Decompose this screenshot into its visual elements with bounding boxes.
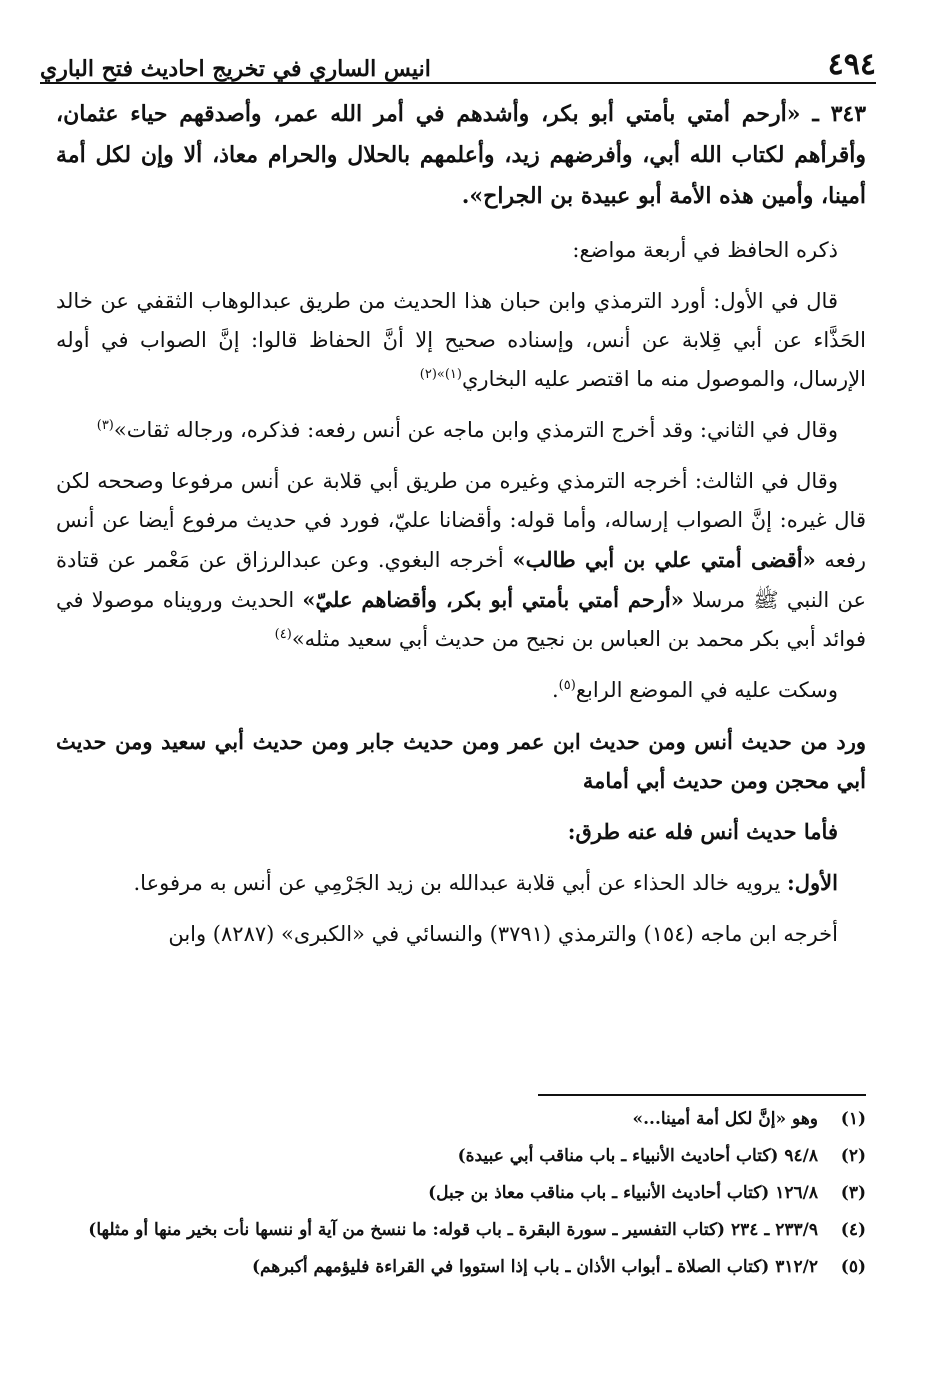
quoted-hadith-2: «أرحم أمتي بأمتي أبو بكر، وأقضاهم عليّ»	[302, 587, 684, 612]
footnote-ref-1-2: (١)»(٢)	[419, 367, 462, 382]
footnote-text: ٣١٢/٢ (كتاب الصلاة ـ أبواب الأذان ـ باب إذا استووا في القراءة فليؤمهم أكبرهم)	[251, 1257, 818, 1277]
paragraph-intro: ذكره الحافظ في أربعة مواضع:	[572, 238, 838, 262]
hadith-text	[56, 94, 866, 217]
first-route-label: الأول:	[787, 870, 838, 895]
footnote-number: (١)	[840, 1109, 866, 1129]
footnote-3	[56, 1180, 866, 1207]
first-route-text: يرويه خالد الحذاء عن أبي قلابة عبدالله بن زيد الجَرْمِي عن أنس به مرفوعا.	[133, 871, 788, 895]
running-title: انيس الساري في تخريج احاديث فتح الباري	[40, 56, 431, 82]
paragraph-fourth-place-text: وسكت عليه في الموضع الرابع	[575, 678, 838, 702]
paragraph-second-place-text: وقال في الثاني: وقد أخرج الترمذي وابن ماجه عن أنس رفعه: فذكره، ورجاله ثقات»	[113, 418, 838, 442]
footnote-number: (٣)	[840, 1183, 866, 1203]
footnote-5	[56, 1254, 866, 1281]
paragraph-sources-summary: ورد من حديث أنس ومن حديث ابن عمر ومن حديث جابر ومن حديث أبي سعيد ومن حديث أبي محجن ومن حديث أبي أمامة	[56, 729, 866, 793]
footnote-number: (٢)	[840, 1146, 866, 1166]
footnote-rule	[538, 1094, 866, 1096]
footnote-ref-3: (٣)	[96, 418, 114, 433]
footnote-ref-4: (٤)	[274, 627, 292, 642]
header-rule	[40, 82, 876, 84]
paragraph-second-place	[56, 411, 866, 450]
footnote-text: ١٢٦/٨ (كتاب أحاديث الأنبياء ـ باب مناقب معاذ بن جبل)	[428, 1183, 818, 1203]
footnote-number: (٥)	[840, 1257, 866, 1277]
paragraph-first-route	[56, 863, 866, 903]
paragraph-fourth-place	[56, 671, 866, 710]
paragraph-third-place	[56, 462, 866, 659]
paragraph-third-place-part-b: أخرجه البغوي. وعن عبدالرزاق عن مَعْمر عن قتادة عن النبي ﷺ مرسلا	[56, 548, 866, 612]
paragraph-anas-heading: فأما حديث أنس فله عنه طرق:	[567, 819, 838, 844]
page-header	[40, 36, 876, 80]
paragraph-fourth-place-end: .	[551, 678, 559, 702]
footnote-2	[56, 1143, 866, 1170]
paragraph-first-place-text: قال في الأول: أورد الترمذي وابن حبان هذا الحديث من طريق عبدالوهاب الثقفي عن خالد الحَذَّاء عن أبي قِلابة عن أنس، وإسناده صحيح إلا أنَّ الحفاظ قالوا: إنَّ الصواب في أوله الإرسال، والموصول منه ما اقتصر عليه البخاري	[56, 289, 866, 391]
main-text	[56, 94, 866, 966]
paragraph-first-place	[56, 282, 866, 399]
footnote-ref-5: (٥)	[558, 678, 576, 693]
footnote-number: (٤)	[840, 1220, 866, 1240]
footnote-text: وهو «إنَّ لكل أمة أمينا...»	[632, 1109, 818, 1129]
paragraph-third-place-part-c: الحديث ورويناه موصولا في فوائد أبي بكر محمد بن العباس بن نجيح من حديث أبي سعيد مثله»	[56, 588, 866, 651]
hadith-number: ٣٤٣ ـ	[812, 101, 867, 127]
hadith-body: «أرحم أمتي بأمتي أبو بكر، وأشدهم في أمر الله عمر، وأصدقهم حياء عثمان، وأقرأهم لكتاب الله أبي، وأفرضهم زيد، وأعلمهم بالحلال والحرام معاذ، ألا وإن لكل أمة أمينا، وأمين هذه الأمة أبو عبيدة بن الجراح».	[56, 101, 866, 209]
paragraph-takhrij: أخرجه ابن ماجه (١٥٤) والترمذي (٣٧٩١) والنسائي في «الكبرى» (٨٢٨٧) وابن	[168, 922, 838, 946]
page-number: ٤٩٤	[827, 47, 876, 82]
paragraph-third-place-part-a: وقال في الثالث: أخرجه الترمذي وغيره من طريق أبي قلابة عن أنس مرفوعا وصححه لكن قال غيره: إنَّ الصواب إرساله، وأما قوله: وأقضانا عليّ، فورد في حديث مرفوع أيضا عن أنس رفعه	[56, 469, 867, 572]
footnote-4	[56, 1217, 866, 1244]
footnotes	[56, 1106, 866, 1291]
footnote-text: ٩٤/٨ (كتاب أحاديث الأنبياء ـ باب مناقب أبي عبيدة)	[457, 1146, 818, 1166]
quoted-hadith-1: «أقضى أمتي علي بن أبي طالب»	[512, 547, 816, 572]
footnote-text: ٢٣٣/٩ ـ ٢٣٤ (كتاب التفسير ـ سورة البقرة ـ باب قوله: ما ننسخ من آية أو ننسها نأت بخير منها أو مثلها)	[88, 1220, 818, 1240]
footnote-1	[56, 1106, 866, 1133]
